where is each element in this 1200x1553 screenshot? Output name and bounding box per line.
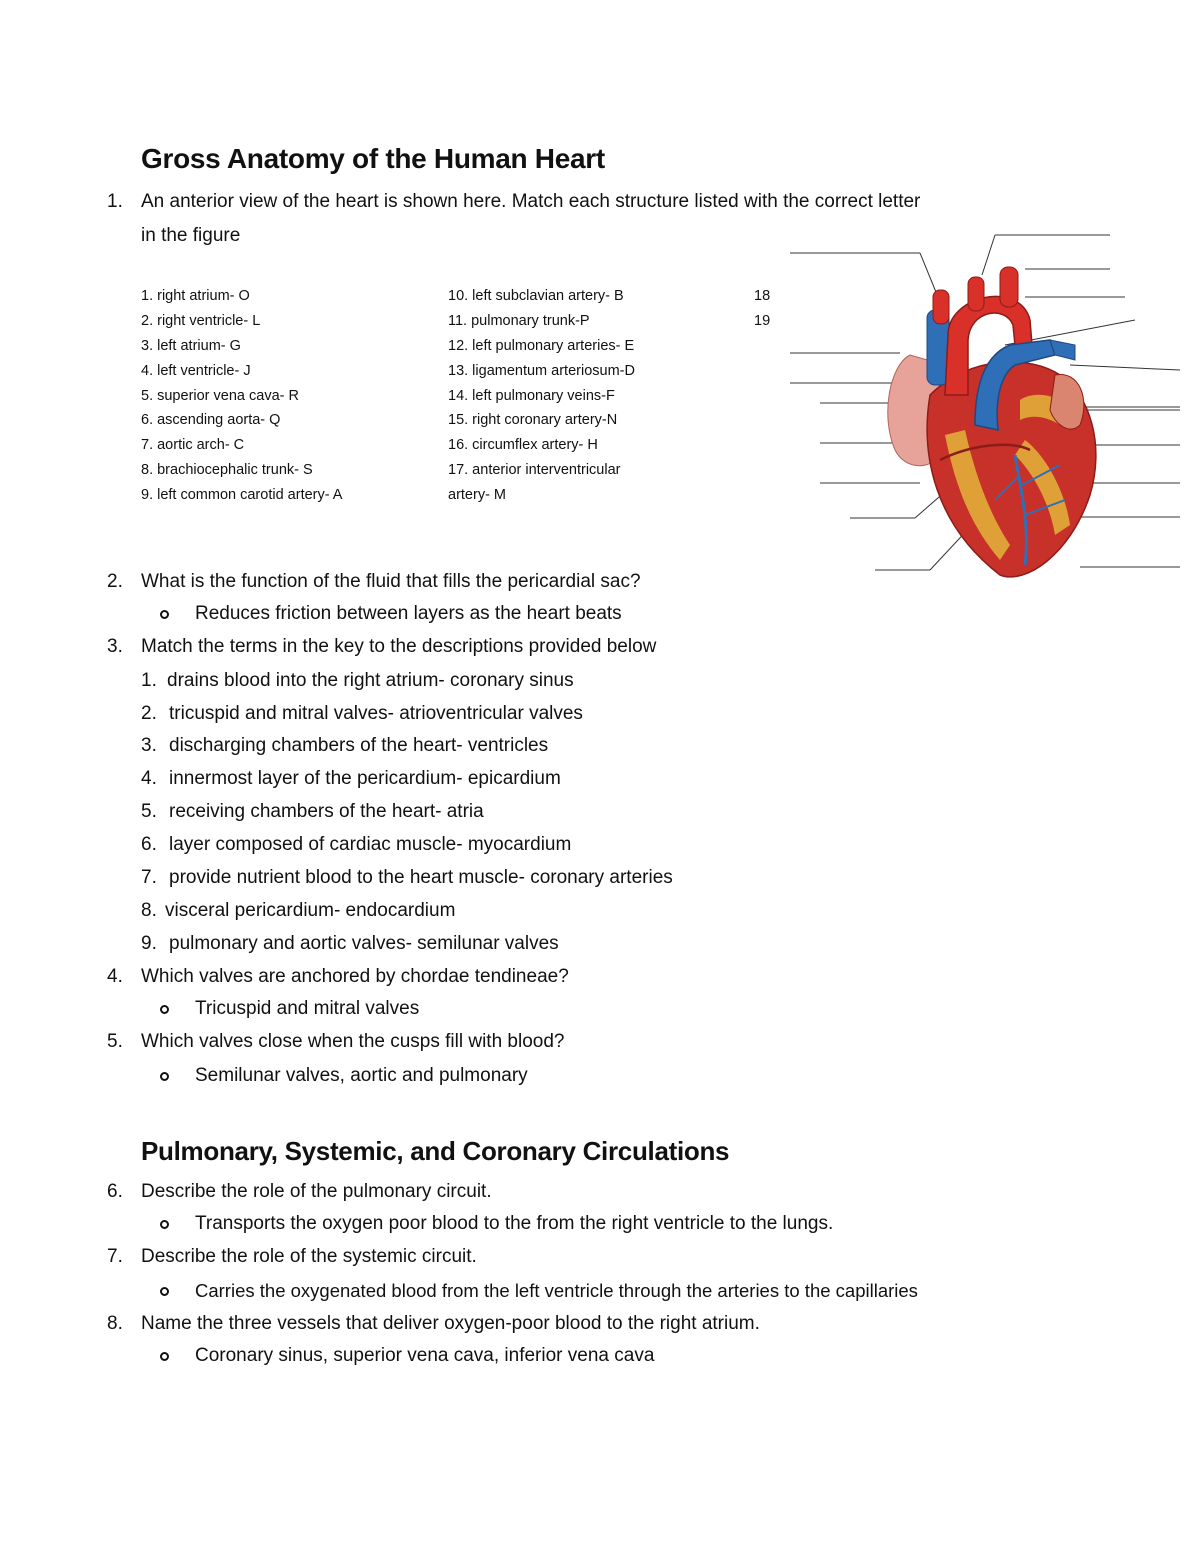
answer-4: Tricuspid and mitral valves <box>195 998 420 1019</box>
question-5-text: Which valves close when the cusps fill with blood? <box>141 1031 565 1052</box>
question-number-6: 6. <box>107 1181 123 1202</box>
circle-bullet-icon <box>160 1072 169 1081</box>
list-item: 12. left pulmonary arteries- E <box>448 338 635 354</box>
list-item: visceral pericardium- endocardium <box>165 900 456 921</box>
answer-5: Semilunar valves, aortic and pulmonary <box>195 1065 528 1086</box>
list-item: 3. left atrium- G <box>141 338 241 354</box>
list-item: 5. superior vena cava- R <box>141 388 299 404</box>
list-item: 4. left ventricle- J <box>141 363 251 379</box>
question-number-2: 2. <box>107 571 123 592</box>
section-title-circulations: Pulmonary, Systemic, and Coronary Circulations <box>141 1136 730 1166</box>
circle-bullet-icon <box>160 1352 169 1361</box>
list-item: 17. anterior interventricular <box>448 462 621 478</box>
list-item: 11. pulmonary trunk-P <box>448 313 590 329</box>
heart-anatomy-figure <box>770 225 1195 585</box>
question-number-1: 1. <box>107 191 123 212</box>
answer-2: Reduces friction between layers as the heart beats <box>195 603 622 624</box>
list-item-num: 8. <box>141 900 157 921</box>
question-3-text: Match the terms in the key to the descriptions provided below <box>141 636 657 657</box>
list-item-num: 5. <box>141 801 157 822</box>
question-1-text-cont: in the figure <box>141 225 241 246</box>
list-item-num: 1. <box>141 670 157 691</box>
circle-bullet-icon <box>160 1220 169 1229</box>
list-item: 16. circumflex artery- H <box>448 437 598 453</box>
list-item-num: 9. <box>141 933 157 954</box>
list-item: discharging chambers of the heart- ventricles <box>169 735 549 756</box>
list-item-num: 7. <box>141 867 157 888</box>
question-7-text: Describe the role of the systemic circuit. <box>141 1246 477 1267</box>
list-item: 8. brachiocephalic trunk- S <box>141 462 313 478</box>
question-4-text: Which valves are anchored by chordae tendineae? <box>141 966 569 987</box>
list-item: 9. left common carotid artery- A <box>141 487 343 503</box>
list-item: 6. ascending aorta- Q <box>141 412 281 428</box>
list-item: drains blood into the right atrium- coronary sinus <box>167 670 574 691</box>
list-item-num: 3. <box>141 735 157 756</box>
heart-illustration <box>770 225 1195 585</box>
list-item-num: 2. <box>141 703 157 724</box>
question-6-text: Describe the role of the pulmonary circuit. <box>141 1181 492 1202</box>
list-item: 1. right atrium- O <box>141 288 250 304</box>
question-8-text: Name the three vessels that deliver oxygen-poor blood to the right atrium. <box>141 1313 760 1334</box>
answer-7: Carries the oxygenated blood from the left ventricle through the arteries to the capillaries <box>195 1280 918 1301</box>
list-item-num: 4. <box>141 768 157 789</box>
list-item-num: 6. <box>141 834 157 855</box>
list-item: 15. right coronary artery-N <box>448 412 618 428</box>
answer-8: Coronary sinus, superior vena cava, inferior vena cava <box>195 1345 655 1366</box>
list-item-19: 19 <box>754 313 771 329</box>
section-title-gross-anatomy: Gross Anatomy of the Human Heart <box>141 143 605 174</box>
question-number-7: 7. <box>107 1246 123 1267</box>
list-item: receiving chambers of the heart- atria <box>169 801 484 822</box>
list-item: 7. aortic arch- C <box>141 437 245 453</box>
list-item: tricuspid and mitral valves- atrioventricular valves <box>169 703 583 724</box>
list-item: layer composed of cardiac muscle- myocardium <box>169 834 572 855</box>
question-number-8: 8. <box>107 1313 123 1334</box>
circle-bullet-icon <box>160 1005 169 1014</box>
circle-bullet-icon <box>160 610 169 619</box>
circle-bullet-icon <box>160 1287 169 1296</box>
list-item: innermost layer of the pericardium- epicardium <box>169 768 561 789</box>
list-item: pulmonary and aortic valves- semilunar valves <box>169 933 559 954</box>
list-item: 13. ligamentum arteriosum-D <box>448 363 635 379</box>
question-number-4: 4. <box>107 966 123 987</box>
list-item: 14. left pulmonary veins-F <box>448 388 615 404</box>
list-item-18: 18 <box>754 288 771 304</box>
list-item: provide nutrient blood to the heart muscle- coronary arteries <box>169 867 673 888</box>
list-item: artery- M <box>448 487 506 503</box>
question-2-text: What is the function of the fluid that fills the pericardial sac? <box>141 571 641 592</box>
question-number-5: 5. <box>107 1031 123 1052</box>
question-number-3: 3. <box>107 636 123 657</box>
list-item: 10. left subclavian artery- B <box>448 288 624 304</box>
answer-6: Transports the oxygen poor blood to the from the right ventricle to the lungs. <box>195 1213 834 1234</box>
question-1-text: An anterior view of the heart is shown here. Match each structure listed with the correct letter <box>141 191 921 212</box>
list-item: 2. right ventricle- L <box>141 313 261 329</box>
